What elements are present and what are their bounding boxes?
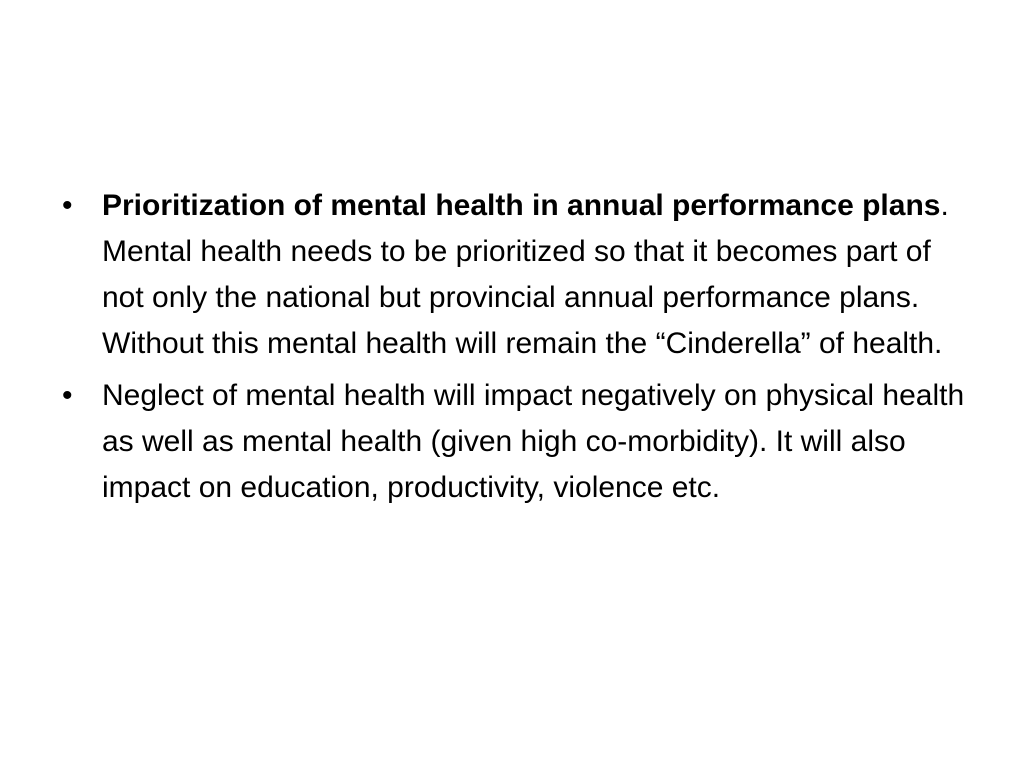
bullet-heading: Prioritization of mental health in annual performance plans xyxy=(102,189,941,222)
bullet-icon: • xyxy=(62,189,73,222)
bullet-item-neglect xyxy=(62,373,972,511)
bullet-icon: • xyxy=(62,379,73,412)
bullet-item-prioritization xyxy=(62,183,972,367)
bullet-list xyxy=(62,183,972,517)
bullet-text: Neglect of mental health will impact negatively on physical health as well as mental health (given high co-morbidity). It will also impact on education, productivity, violence etc. xyxy=(102,379,965,504)
bullet-text: . Mental health needs to be prioritized so that it becomes part of not only the national but provincial annual performance plans. Without this mental health will remain the “Cinderella” of health. xyxy=(102,189,949,360)
